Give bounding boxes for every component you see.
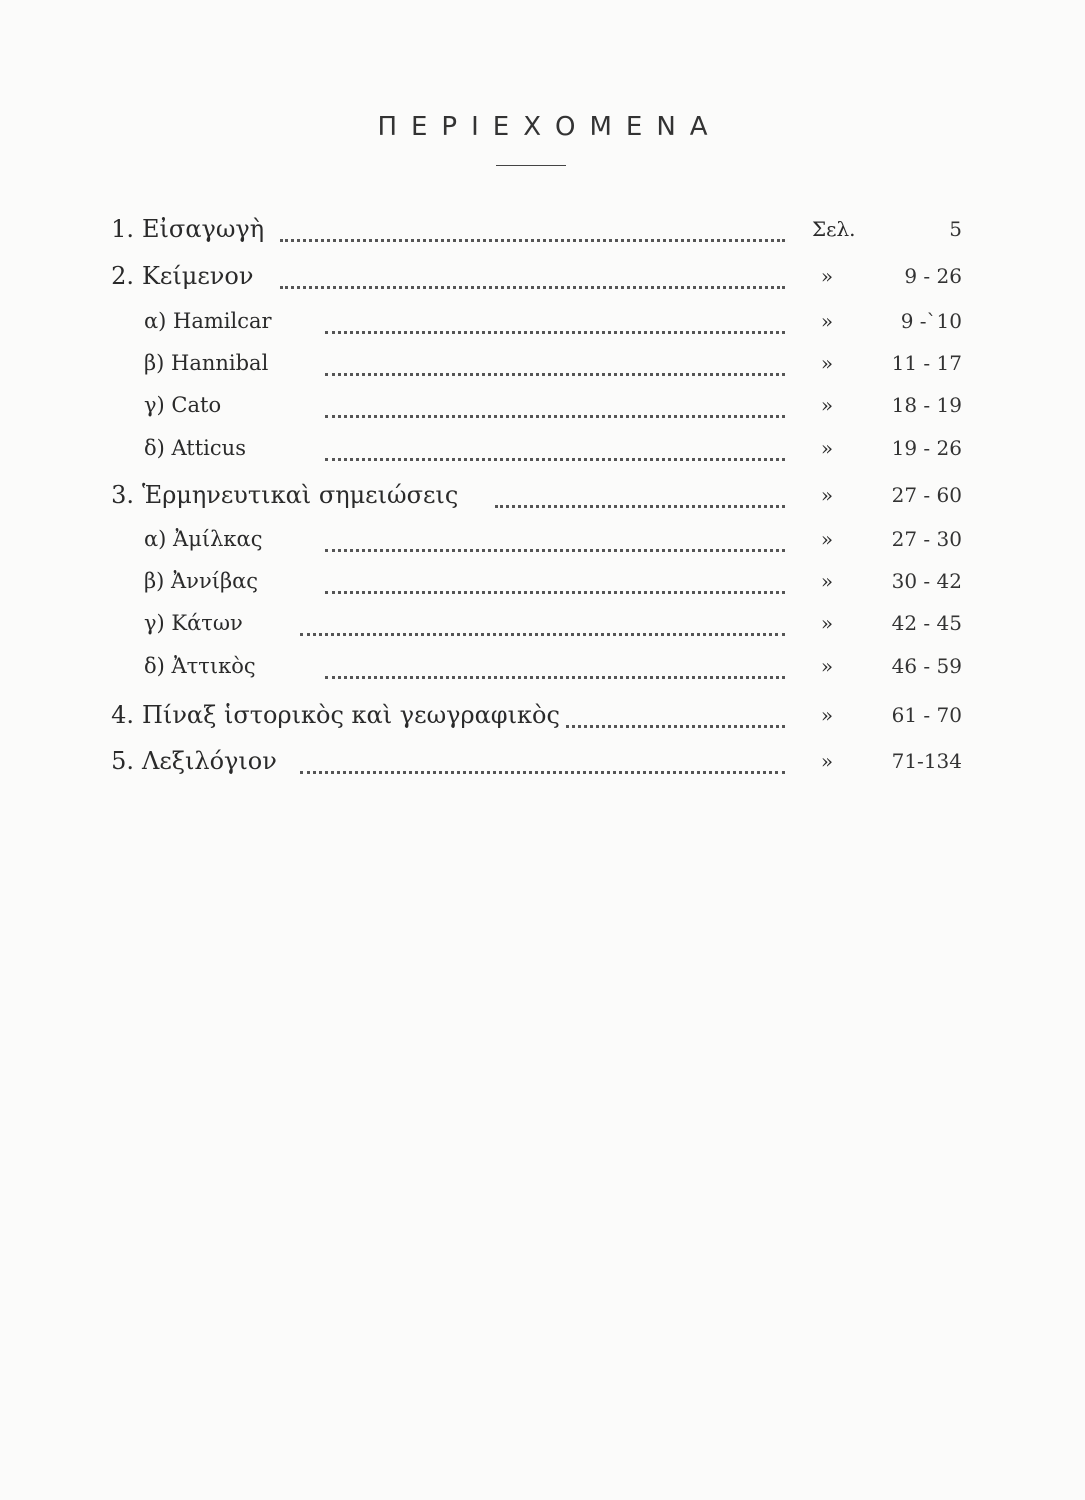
leader-dots <box>495 491 785 508</box>
entry-pages: 9 -`10 <box>900 309 962 333</box>
subentry-label: α) Ἀμίλκας <box>144 521 268 557</box>
ditto-mark: » <box>820 351 834 375</box>
leader-dots <box>280 272 785 289</box>
ditto-mark: » <box>820 654 834 678</box>
toc-entry <box>0 697 1085 733</box>
entry-number: 3. <box>111 481 134 509</box>
leader-dots <box>325 444 785 461</box>
ditto-mark: » <box>820 436 834 460</box>
leader-dots <box>325 317 785 334</box>
entry-number: 5. <box>111 747 134 775</box>
entry-label: Πίναξ ἱστορικὸς καὶ γεωγραφικὸς <box>142 697 566 733</box>
leader-dots <box>280 225 785 242</box>
entry-pages: 18 - 19 <box>891 393 962 417</box>
subentry-label: γ) Κάτων <box>144 605 249 641</box>
entry-pages: 46 - 59 <box>891 654 962 678</box>
leader-dots <box>325 359 785 376</box>
leader-dots <box>325 577 785 594</box>
leader-dots <box>300 619 785 636</box>
ditto-mark: » <box>820 527 834 551</box>
toc-subentry <box>0 430 1085 466</box>
entry-number: 2. <box>111 262 134 290</box>
entry-pages: 11 - 17 <box>891 351 962 375</box>
entry-pages: 19 - 26 <box>891 436 962 460</box>
ditto-mark: » <box>820 264 834 288</box>
toc-entry <box>0 258 1085 294</box>
leader-dots <box>300 757 785 774</box>
leader-dots <box>325 662 785 679</box>
toc-subentry <box>0 303 1085 339</box>
toc-entry <box>0 211 1085 247</box>
entry-label: Εἰσαγωγὴ <box>142 211 270 247</box>
ditto-mark: » <box>820 309 834 333</box>
entry-label: Ἑρμηνευτικαὶ σημειώσεις <box>142 477 464 513</box>
entry-pages: 61 - 70 <box>891 703 962 727</box>
entry-label: Λεξιλόγιον <box>142 743 283 779</box>
subentry-label: β) Hannibal <box>144 345 274 381</box>
ditto-mark: » <box>820 611 834 635</box>
subentry-label: β) Ἀννίβας <box>144 563 264 599</box>
toc-subentry <box>0 387 1085 423</box>
entry-pages: 27 - 30 <box>891 527 962 551</box>
page-prefix: Σελ. <box>812 217 856 241</box>
entry-label: Κείμενον <box>142 258 259 294</box>
entry-pages: 9 - 26 <box>904 264 962 288</box>
entry-pages: 71-134 <box>891 749 962 773</box>
toc-entry <box>0 477 1085 513</box>
entry-number: 1. <box>111 215 134 243</box>
ditto-mark: » <box>820 703 834 727</box>
page-title: ΠΕΡΙΕΧΟΜΕΝΑ <box>377 112 722 142</box>
toc-entry <box>0 743 1085 779</box>
ditto-mark: » <box>820 393 834 417</box>
subentry-label: δ) Ἀττικὸς <box>144 648 262 684</box>
ditto-mark: » <box>820 483 834 507</box>
entry-pages: 27 - 60 <box>891 483 962 507</box>
subentry-label: δ) Atticus <box>144 430 252 466</box>
subentry-label: α) Hamilcar <box>144 303 278 339</box>
toc-subentry <box>0 648 1085 684</box>
toc-subentry <box>0 563 1085 599</box>
entry-number: 4. <box>111 701 134 729</box>
leader-dots <box>555 711 785 728</box>
leader-dots <box>325 401 785 418</box>
entry-pages: 42 - 45 <box>891 611 962 635</box>
subentry-label: γ) Cato <box>144 387 227 423</box>
entry-pages: 5 <box>949 217 962 241</box>
toc-subentry <box>0 521 1085 557</box>
leader-dots <box>325 535 785 552</box>
ditto-mark: » <box>820 749 834 773</box>
title-divider <box>496 165 566 166</box>
entry-pages: 30 - 42 <box>891 569 962 593</box>
toc-subentry <box>0 345 1085 381</box>
ditto-mark: » <box>820 569 834 593</box>
toc-subentry <box>0 605 1085 641</box>
